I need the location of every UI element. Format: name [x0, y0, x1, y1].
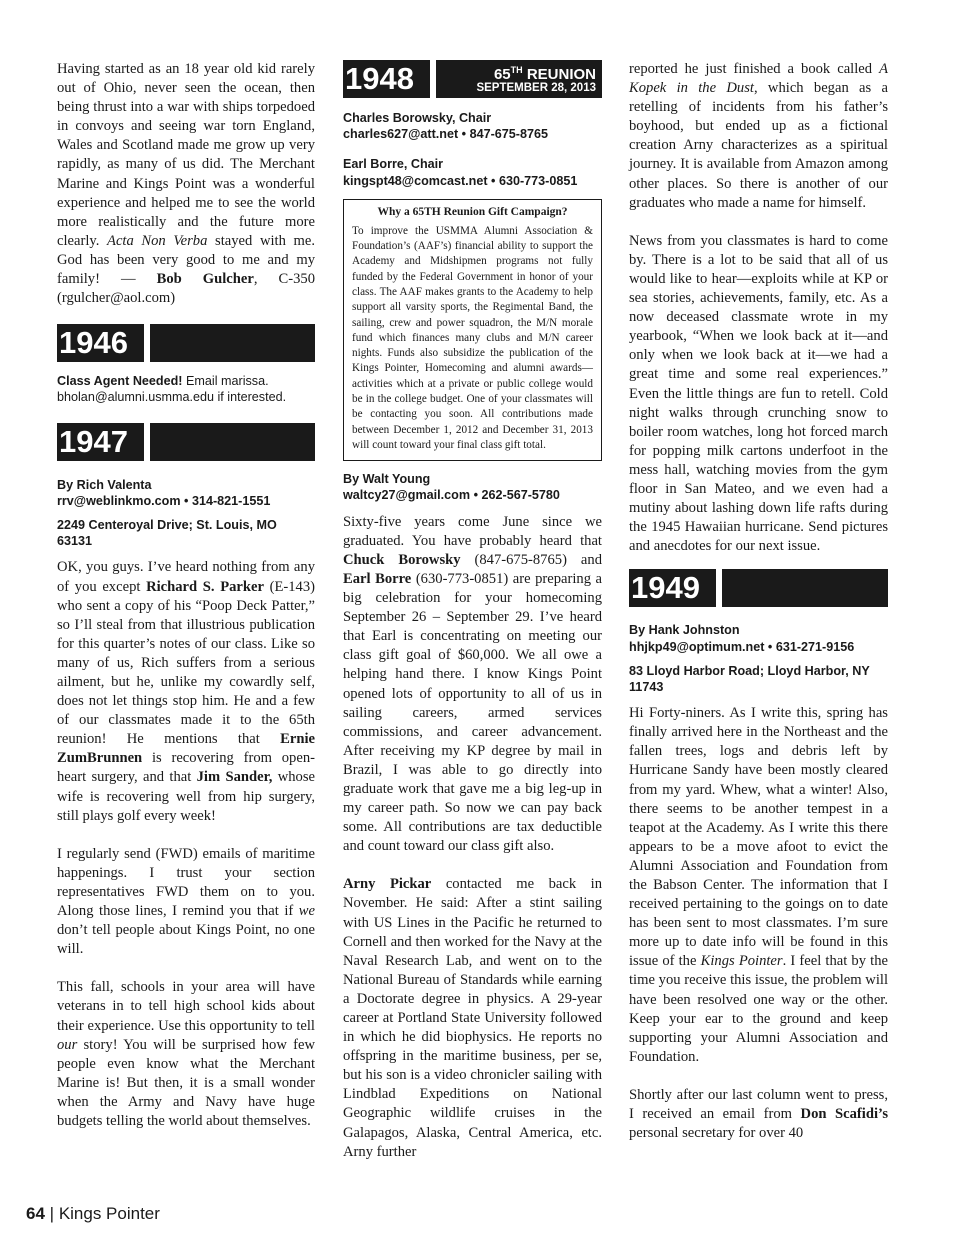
- address-line: 83 Lloyd Harbor Road; Lloyd Harbor, NY 11743: [629, 663, 870, 694]
- year-label: 1947: [57, 423, 144, 461]
- column-left: [57, 60, 315, 1131]
- class-1947-header: [57, 423, 315, 461]
- year-label: 1946: [57, 324, 144, 362]
- paragraph: This fall, schools in your area will have veterans in to tell high school kids about their experience. Use this opportunity to tell our story! You will be surprised how few people even know what the Merchant Marine is! But then, it is a small wonder when the Army and Navy have huge budgets telling the world about themselves.: [57, 979, 315, 1129]
- intro-paragraph: Having started as an 18 year old kid rarely out of Ohio, never seen the ocean, then being thrust into a war with ships torpedoed in convoys and seeing war torn England, Wales and Scotland made me grow up very rapidly, as many of us did. The Merchant Marine and Kings Point was a wonderful experience and helped me to see the world more realistically and the future more clearly. Acta Non Verba stayed with me. God has been very good to me and my family! — Bob Gulcher, C-350 (rgulcher@aol.com): [57, 61, 315, 307]
- paragraph: Sixty-five years come June since we graduated. You have probably heard that Chuck Borowsky (847-675-8765) and Earl Borre (630-773-0851) are preparing a big celebration for your homecoming September 26 – September 29. I’ve heard that Earl is concentrating on meeting our class gift goal of $60,000. We all owe a helping hand there. I know Kings Point opened lots of opportunity to all of us in sailing careers, armed services commissions, and career advancement. After receiving my KP degree by mail in Brazil, I was able to go directly into graduate work that gave me a big leg-up in my career path. So now we can pay back some. All contributions are tax deductible and count toward our class gift also.: [343, 513, 602, 855]
- box-title: Why a 65TH Reunion Gift Campaign?: [377, 205, 568, 218]
- class-1946-header: [57, 324, 315, 362]
- page-number: 64: [26, 1204, 45, 1223]
- header-bar: [150, 324, 315, 362]
- column-middle: [343, 60, 602, 1162]
- paragraph: reported he just finished a book called A Kopek in the Dust, which began as a retelling of incidents from his father’s boyhood, but ended up as a fictional creation Arny characterizes as a spiritual journey. It is available from Amazon among other places. So there is another of our graduates who made a name for himself.: [629, 61, 888, 211]
- footer-separator: |: [49, 1204, 55, 1223]
- class-1949-header: [629, 569, 888, 607]
- byline: By Rich Valenta: [57, 477, 152, 492]
- chair-name: Charles Borowsky, Chair: [343, 111, 492, 125]
- class-agent-notice: Class Agent Needed! Email marissa. bholan@alumni.usmma.edu if interested.: [57, 374, 287, 405]
- box-text: To improve the USMMA Alumni Association & Foundation’s (AAF’s) financial ability to support the Academy and Midshipmen programs not fully funded by the Federal Government in honor of your class. The AAF makes grants to the Academy to help support all varsity sports, the Regimental Band, the sailing, crew and power squadron, the M/N morale fund which finances many clubs and M/N career nights. Funds also subsidize the publication of the Kings Pointer, Homecoming and alumni awards—activities which at a private or public college would be in the college budget. One of your classmates will be contacting you soon. All contributions made between December 1, 2012 and December 31, 2013 will count toward your final class gift total.: [352, 224, 593, 451]
- reunion-title: 65TH REUNION: [493, 65, 596, 83]
- byline: By Hank Johnston: [629, 623, 740, 638]
- paragraph: OK, you guys. I’ve heard nothing from any of you except Richard S. Parker (E-143) who sent a copy of his “Poop Deck Patter,” so I’ll steal from that illustrious publication for this quarter’s notes of our class. Like so many of us, Rich suffers from a serious ailment, but he, unlike my cowardly self, does not let things stop him. He and a few of our classmates made it to the 65th reunion! He mentions that Ernie ZumBrunnen is recovering from open-heart surgery, and that Jim Sander, whose wife is recovering well from hip surgery, still plays golf every week!: [57, 559, 315, 824]
- page-footer: [26, 1204, 160, 1224]
- chair-contact: kingspt48@comcast.net • 630-773-0851: [343, 173, 578, 188]
- paragraph: Shortly after our last column went to press, I received an email from Don Scafidi’s personal secretary for over 40: [629, 1086, 888, 1142]
- contact-line: rrv@weblinkmo.com • 314-821-1551: [57, 493, 271, 508]
- contact-line: waltcy27@gmail.com • 262-567-5780: [343, 488, 560, 503]
- paragraph: Arny Pickar contacted me back in November. He said: After a stint sailing with US Lines in the Pacific he returned to Cornell and then worked for the Navy at the Naval Research Lab, and went on to the National Bureau of Standards while earning a Doctorate degree in physics. A 29-year career at Portland State University followed in which he did biophysics. He reports no offspring in the maritime business, per se, but his son is a video chronicler sailing with Lindblad Expeditions on National Geographic wildlife cruises in the Galapagos, Alaska, Central America, etc. Arny further: [343, 876, 603, 1160]
- header-bar: [150, 423, 315, 461]
- chair-contact: charles627@att.net • 847-675-8765: [343, 127, 549, 142]
- reunion-date: SEPTEMBER 28, 2013: [476, 82, 596, 94]
- address-line: 2249 Centeroyal Drive; St. Louis, MO 63131: [57, 518, 277, 549]
- year-label: 1948: [343, 60, 430, 98]
- publication-name: Kings Pointer: [58, 1204, 160, 1223]
- paragraph: News from you classmates is hard to come by. There is a lot to be said that all of us would like to hear—exploits while at KP or sea stories, achievements, family, etc. As a now deceased classmate wrote in my yearbook, “When we look back at it—and only when we look back at it—we had a great time and some real experiences.” Even the little things are fun to retell. Cold night walks through crunching snow to boiler room watches, long hot forced march for popping milk cartons underfoot in the mess hall, watching movies from the gym floor in San Mateo, and we even had a mutiny about lashing down life rafts during the 1945 Hawaiian hurricane. Send pictures and anecdotes for our next issue.: [629, 232, 888, 555]
- gift-campaign-box: [343, 199, 602, 461]
- reunion-banner: [436, 60, 602, 98]
- byline: By Walt Young: [343, 472, 431, 487]
- chair-name: Earl Borre, Chair: [343, 157, 444, 172]
- column-right: [629, 60, 888, 1143]
- paragraph: I regularly send (FWD) emails of maritime happenings. I trust your section representatives FWD them on to you. Along those lines, I remind you that if we don’t tell people about Kings Point, no one will.: [57, 845, 315, 958]
- paragraph: Hi Forty-niners. As I write this, spring has finally arrived here in the Northeast and the fallen trees, logs and debris left by Hurricane Sandy have been mostly cleared from my yard. Whew, what a winter! Also, there seems to be another tempest in a teapot at the Academy. As I write this there appears to be a move afoot to evict the Alumni Association and Foundation from the Babson Center. The information that I received pertaining to the goings on to date has been sent to most classmates. I’m sure more up to date info will be found in this issue of the Kings Pointer. I feel that by the time you receive this issue, the problem will have been resolved one way or the other. Keep your ear to the ground and keep supporting your Alumni Association and Foundation.: [629, 705, 888, 1065]
- year-label: 1949: [629, 569, 716, 607]
- contact-line: hhjkp49@optimum.net • 631-271-9156: [629, 639, 855, 654]
- header-bar: [722, 569, 888, 607]
- class-1948-header: [343, 60, 602, 98]
